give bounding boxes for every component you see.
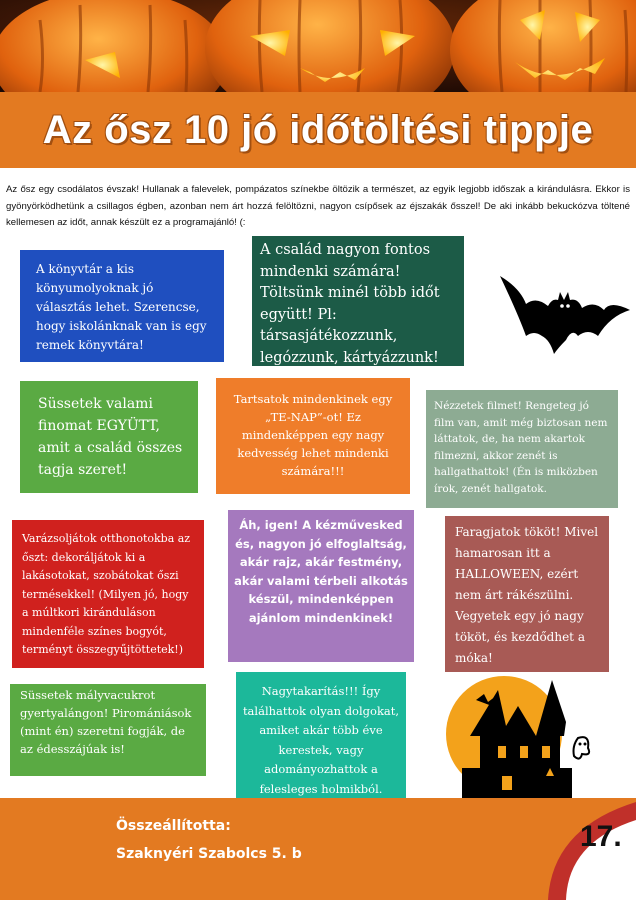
page-title: Az ősz 10 jó időtöltési tippje	[42, 107, 594, 152]
tip-text: Nézzetek filmet! Rengeteg jó film van, amit még biztosan nem láttatok, de, ha nem akartok filmezni, akkor zenét is hallgathattok! (Én is miközben írok, zenét hallgatok.	[434, 400, 608, 495]
intro-paragraph: Az ősz egy csodálatos évszak! Hullanak a falevelek, pompázatos színekbe öltözik a természet, az egyik legjobb időszak a kirándulásra. Ekkor is gyönyörködhetünk a csillagos égben, azonban nem árt hozzá felöltözni, nagyon csípősek az éjszakák ősszel! De aki inkább bekuckózva töltené kellemesen az időt, annak készült ez a programajánló! (:	[6, 184, 630, 228]
tip-text: Tartsatok mindenkinek egy „TE-NAP”-ot! Ez mindenképpen egy nagy kedvesség lehet mindenki számára!!!	[233, 392, 393, 478]
bat-icon	[498, 270, 632, 356]
footer-arc-decoration	[0, 798, 636, 900]
title-band	[0, 92, 636, 168]
credit-label: Összeállította:	[116, 818, 231, 834]
tip-box-te-nap	[216, 378, 410, 494]
tip-text: A könyvtár a kis könyumolyoknak jó választás lehet. Szerencse, hogy iskolánknak van is egy remek könyvtára!	[36, 262, 207, 352]
tip-text: A család nagyon fontos mindenki számára! Töltsünk minél több időt együtt! Pl: társasjátékozzunk, legózzunk, kártyázzunk!	[260, 242, 440, 366]
tip-text: Nagytakarítás!!! Így találhattok olyan dolgokat, amiket akár több éve kerestek, vagy adományozhattok a felesleges holmikból.	[242, 684, 400, 796]
tip-box-bake	[20, 381, 198, 493]
footer-band	[0, 798, 636, 900]
tip-box-library	[20, 250, 224, 362]
tip-text: Süssetek mályvacukrot gyertyalángon! Piromániások (mint én) szeretni fogják, de az édesszájúak is!	[20, 688, 192, 756]
author-name: Szaknyéri Szabolcs 5. b	[116, 846, 302, 862]
tip-box-movie	[426, 390, 618, 508]
tip-text: Varázsoljátok otthonotokba az őszt: dekoráljátok ki a lakásotokat, szobátokat őszi termésekkel! (Milyen jó, hogy a múltkori kiránduláson mindenféle színes bogyót, terményt összegyűjtöttetek!)	[22, 532, 191, 656]
tip-box-pumpkin-carving	[445, 516, 609, 672]
tip-box-crafts	[228, 510, 414, 662]
tip-box-decorate	[12, 520, 204, 668]
tip-box-family	[252, 236, 464, 366]
pumpkin-header-image	[0, 0, 636, 92]
tip-text: Faragjatok tököt! Mivel hamarosan itt a HALLOWEEN, ezért nem árt rákészülni. Vegyetek egy jó nagy tököt, és kezdődhet a móka!	[455, 525, 599, 665]
tip-text: Süssetek valami finomat EGYÜTT, amit a család összes tagja szeret!	[38, 396, 183, 478]
pumpkins-icon	[0, 0, 636, 92]
page-number: 17.	[580, 820, 622, 853]
tip-box-cleaning	[236, 672, 406, 812]
tip-text: Áh, igen! A kézművesked​és, nagyon jó elfoglaltság, akár rajz, akár festmény, akár valami térbeli alkotás készül, mindenképpen ajánlom mindenkinek!	[234, 518, 408, 625]
tip-box-marshmallow	[10, 684, 206, 776]
haunted-house-icon	[440, 676, 600, 802]
